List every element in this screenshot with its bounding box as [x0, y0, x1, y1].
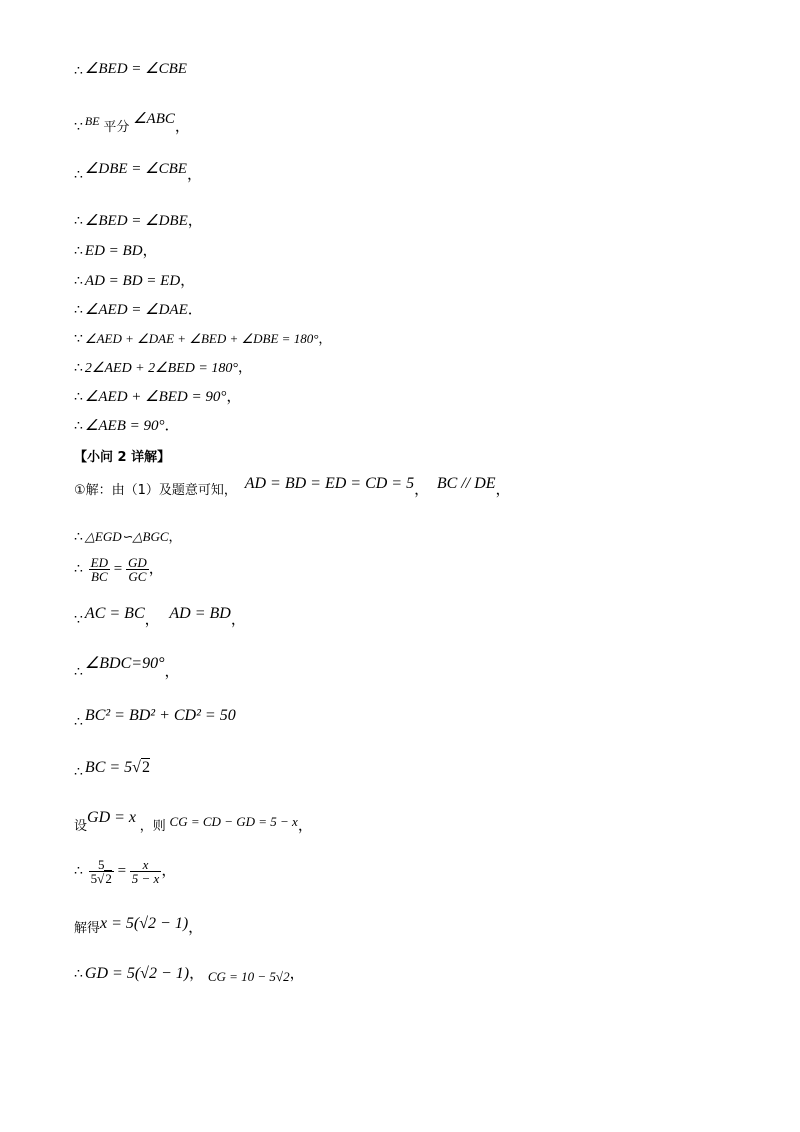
coefficient: 5: [90, 871, 98, 886]
numerator: ED: [90, 555, 109, 570]
math-expression: AD = BD: [169, 605, 231, 622]
line-16: [74, 605, 246, 628]
line-19: [74, 759, 150, 780]
fraction: [130, 858, 162, 885]
punctuation: ，: [180, 273, 196, 289]
math-expression: GD = x: [87, 809, 137, 826]
punctuation: ，: [161, 862, 177, 879]
because-symbol: ∵: [74, 119, 83, 135]
therefore-symbol: ∴: [74, 243, 83, 259]
line-9: [74, 361, 252, 376]
fraction: [89, 858, 114, 885]
therefore-symbol: ∴: [74, 302, 83, 318]
line-23: [74, 966, 305, 982]
fraction: [89, 556, 110, 583]
math-expression: △EGD∽△BGC: [84, 529, 169, 544]
punctuation: ，: [168, 529, 182, 544]
punctuation: ，: [230, 612, 246, 628]
punctuation: ，: [144, 612, 160, 628]
math-expression: AC = BC: [84, 605, 145, 622]
radicand: 2: [141, 759, 150, 776]
math-expression: ∠AED = ∠DAE: [84, 302, 188, 318]
punctuation: ，: [495, 482, 511, 498]
text: ①解：由（1）及题意可知，: [74, 483, 237, 498]
math-expression: CG = CD − GD = 5 − x: [169, 814, 298, 829]
punctuation: ，: [318, 331, 332, 346]
denominator: BC: [89, 569, 110, 583]
punctuation: ，: [414, 482, 430, 498]
punctuation: ，: [148, 560, 164, 577]
math-expression: ∠ABC: [133, 111, 175, 127]
radicand: 2: [105, 871, 112, 886]
punctuation: ，: [289, 966, 305, 982]
denominator: [89, 871, 114, 885]
line-22: [74, 915, 204, 936]
math-expression: GD = 5(√2 − 1): [84, 965, 190, 982]
therefore-symbol: ∴: [74, 966, 83, 982]
line-1: [74, 61, 187, 79]
math-expression: CG = 10 − 5√2: [207, 969, 290, 984]
math-expression: BC² = BD² + CD² = 50: [84, 707, 236, 724]
line-14: [74, 530, 182, 544]
therefore-symbol: ∴: [74, 63, 83, 79]
text: 解得: [74, 921, 101, 936]
math-expression: AD = BD = ED: [84, 273, 181, 289]
therefore-symbol: ∴: [74, 664, 83, 680]
because-symbol: ∵: [74, 331, 83, 347]
denominator: GC: [126, 569, 149, 583]
radical-sign: √: [132, 759, 141, 776]
radical-sign: √: [97, 871, 105, 886]
punctuation: ，: [189, 966, 205, 982]
equals-sign: =: [113, 560, 123, 577]
therefore-symbol: ∴: [74, 418, 83, 434]
numerator: 5: [97, 857, 105, 872]
math-expression: AD = BD = ED = CD = 5: [244, 475, 415, 492]
math-expression: BC = 5: [84, 759, 133, 776]
math-expression: ∠DBE = ∠CBE: [84, 161, 187, 177]
math-expression: 2∠AED + 2∠BED = 180°: [84, 361, 238, 376]
punctuation: ，: [187, 213, 203, 229]
math-expression: BC // DE: [436, 475, 496, 492]
punctuation: ，: [186, 167, 202, 183]
numerator: x: [142, 857, 149, 872]
therefore-symbol: ∴: [74, 167, 83, 183]
therefore-symbol: ∴: [74, 714, 83, 730]
therefore-symbol: ∴: [74, 389, 83, 405]
line-11: [74, 419, 180, 434]
line-5: [74, 244, 158, 259]
text: 平分: [103, 120, 130, 135]
line-15: [74, 556, 164, 583]
therefore-symbol: ∴: [74, 213, 83, 229]
line-13: [74, 475, 511, 498]
fraction: [126, 556, 149, 583]
math-expression: x = 5(√2 − 1): [100, 915, 189, 932]
punctuation: ，: [174, 119, 190, 135]
because-symbol: ∵: [74, 612, 83, 628]
section-heading: 【小问 2 详解】: [74, 450, 171, 465]
punctuation: ．: [187, 302, 203, 318]
text: 设: [74, 819, 88, 834]
line-18: [74, 707, 236, 730]
math-expression: ∠AED + ∠DAE + ∠BED + ∠DBE = 180°: [84, 331, 319, 346]
math-expression: ∠AEB = 90°: [84, 418, 165, 434]
punctuation: ，: [237, 361, 252, 376]
math-expression: ∠AED + ∠BED = 90°: [84, 389, 227, 405]
punctuation: ．: [164, 418, 180, 434]
line-10: [74, 390, 241, 405]
math-expression: ∠BED = ∠CBE: [84, 61, 187, 77]
text: ，则: [139, 819, 166, 834]
punctuation: ，: [188, 920, 204, 936]
line-3: [74, 161, 202, 183]
line-4: [74, 214, 203, 229]
line-17: [74, 655, 180, 680]
line-8: [74, 332, 331, 346]
therefore-symbol: ∴: [74, 862, 83, 879]
punctuation: ，: [297, 818, 313, 834]
therefore-symbol: ∴: [74, 360, 83, 376]
line-7: [74, 303, 203, 318]
math-expression: ED = BD: [84, 243, 143, 259]
therefore-symbol: ∴: [74, 560, 83, 577]
denominator: 5 − x: [131, 871, 160, 886]
math-expression: ∠BDC=90°: [84, 655, 165, 672]
therefore-symbol: ∴: [74, 529, 83, 545]
therefore-symbol: ∴: [74, 764, 83, 780]
punctuation: ，: [226, 389, 242, 405]
math-expression: ∠BED = ∠DBE: [84, 213, 188, 229]
punctuation: ，: [164, 664, 180, 680]
numerator: GD: [127, 555, 147, 570]
line-21: [74, 858, 176, 885]
punctuation: ，: [142, 243, 158, 259]
line-2: [74, 111, 190, 135]
line-6: [74, 274, 195, 289]
therefore-symbol: ∴: [74, 273, 83, 289]
line-20: [74, 809, 313, 834]
equals-sign: =: [117, 862, 127, 879]
math-expression: BE: [84, 114, 100, 128]
